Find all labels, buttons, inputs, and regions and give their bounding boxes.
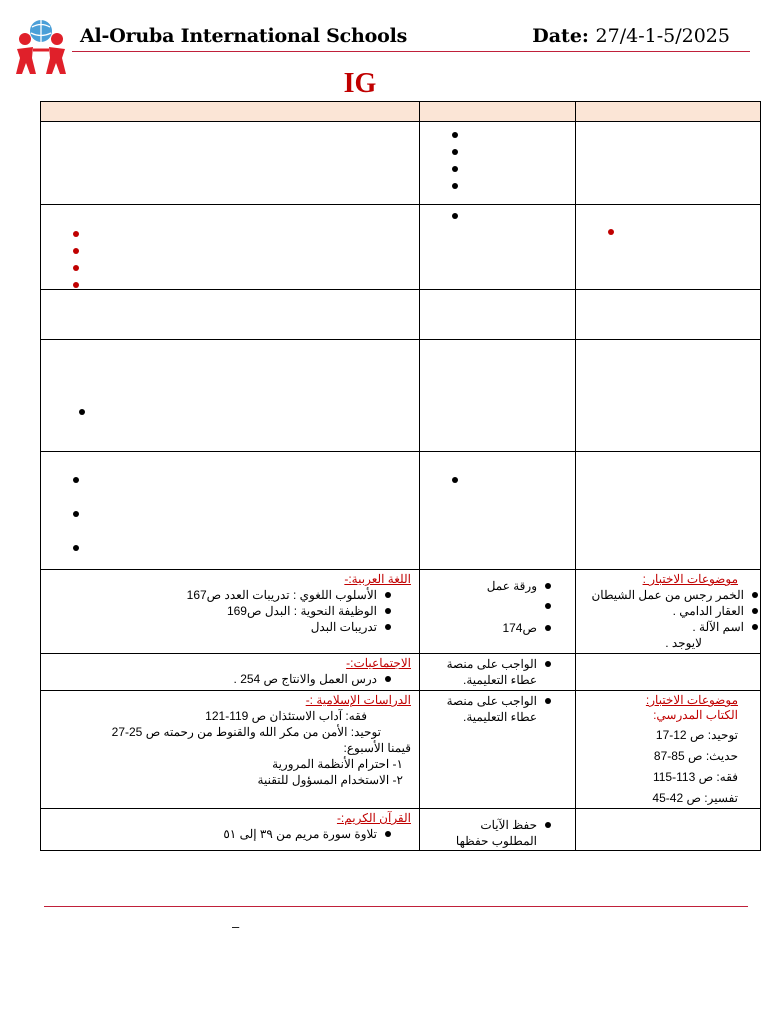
islamic-lessons-cell — [41, 691, 420, 809]
arabic-exam-title: موضوعات الاختبار : — [642, 572, 738, 586]
arabic-exams-cell — [576, 570, 761, 654]
footer-dash: – — [232, 919, 240, 934]
islamic-line: ١- احترام الأنظمة المرورية — [272, 757, 403, 771]
table-row — [41, 205, 761, 290]
quran-exams-cell — [576, 809, 761, 851]
footer-divider — [44, 906, 748, 907]
arabic-exam-extra: لايوجد . — [665, 636, 702, 650]
islamic-homework-list — [428, 693, 555, 725]
arabic-homework-cell — [420, 570, 576, 654]
islamic-line: قيمنا الأسبوع: — [343, 741, 411, 755]
page-title: IG — [343, 68, 377, 99]
school-name: Al-Oruba International Schools — [80, 25, 408, 47]
list-item: حفظ الآيات المطلوب حفظها — [445, 817, 555, 849]
arabic-exam-list — [584, 587, 762, 635]
list-item: تلاوة سورة مريم من ٣٩ إلى ٥١ — [49, 826, 395, 842]
table-row — [41, 340, 761, 452]
exams-cell — [576, 205, 761, 290]
lessons-cell — [41, 290, 420, 340]
date-block — [532, 25, 730, 47]
islamic-exam-line: توحيد: ص 12-17 — [655, 728, 738, 742]
header-cell-exams — [576, 102, 761, 122]
islamic-homework-cell — [420, 691, 576, 809]
social-subject-title: الاجتماعيات:- — [346, 656, 411, 670]
arabic-lessons-cell — [41, 570, 420, 654]
header-cell-lessons — [41, 102, 420, 122]
table-row-quran — [41, 809, 761, 851]
exams-cell — [576, 340, 761, 452]
table-row — [41, 452, 761, 570]
table-row-social — [41, 654, 761, 691]
arabic-homework-list — [428, 578, 555, 636]
list-item: ص174 — [428, 620, 555, 636]
list-item: ورقة عمل — [428, 578, 555, 598]
islamic-line: ٢- الاستخدام المسؤول للتقنية — [257, 773, 403, 787]
list-item: اسم الآلة . — [584, 619, 762, 635]
weekly-plan-table — [40, 101, 761, 851]
exams-cell — [576, 290, 761, 340]
quran-lessons-list — [49, 826, 395, 842]
social-exams-cell — [576, 654, 761, 691]
list-item: الواجب على منصة عطاء التعليمية. — [428, 656, 555, 688]
islamic-exam-title: موضوعات الاختبار: — [645, 693, 738, 707]
arabic-lessons-list — [49, 587, 395, 635]
lessons-cell — [41, 205, 420, 290]
quran-homework-cell — [420, 809, 576, 851]
list-item: الخمر رجس من عمل الشيطان — [584, 587, 762, 603]
list-item: درس العمل والانتاج ص 254 . — [49, 671, 395, 687]
islamic-exams-cell — [576, 691, 761, 809]
table-row-islamic — [41, 691, 761, 809]
homework-cell — [420, 452, 576, 570]
list-item — [428, 598, 555, 620]
quran-subject-title: القرآن الكريم:- — [336, 811, 411, 825]
list-item: تدريبات البدل — [49, 619, 395, 635]
lessons-cell — [41, 340, 420, 452]
social-lessons-list — [49, 671, 395, 687]
islamic-exam-line: حديث: ص 85-87 — [653, 749, 738, 763]
date-value: 27/4-1-5/2025 — [595, 25, 730, 47]
islamic-exam-line: فقه: ص 113-115 — [652, 770, 738, 784]
lessons-cell — [41, 122, 420, 205]
islamic-line: توحيد: الأمن من مكر الله والقنوط من رحمته ص 25-27 — [111, 725, 381, 739]
table-row — [41, 122, 761, 205]
table-row — [41, 290, 761, 340]
homework-cell — [420, 205, 576, 290]
exams-cell — [576, 452, 761, 570]
islamic-exam-subtitle: الكتاب المدرسي: — [653, 708, 738, 722]
social-homework-list — [428, 656, 555, 688]
list-item: الواجب على منصة عطاء التعليمية. — [428, 693, 555, 725]
table-header-row — [41, 102, 761, 122]
islamic-subject-title: الدراسات الإسلامية :- — [305, 693, 411, 707]
social-homework-cell — [420, 654, 576, 691]
exams-cell — [576, 122, 761, 205]
date-label: Date: — [532, 25, 589, 47]
list-item: العقار الدامي . — [584, 603, 762, 619]
islamic-line: فقه: آداب الاستئذان ص 119-121 — [205, 709, 367, 723]
social-lessons-cell — [41, 654, 420, 691]
header-divider — [72, 51, 750, 52]
homework-cell — [420, 122, 576, 205]
quran-lessons-cell — [41, 809, 420, 851]
arabic-subject-title: اللغة العربية:- — [344, 572, 411, 586]
list-item: الوظيفة النحوية : البدل ص169 — [49, 603, 395, 619]
list-item: الأسلوب اللغوي : تدريبات العدد ص167 — [49, 587, 395, 603]
table-row-arabic — [41, 570, 761, 654]
islamic-exam-line: تفسير: ص 42-45 — [652, 791, 738, 805]
header-cell-homework — [420, 102, 576, 122]
quran-homework-list — [445, 817, 555, 849]
homework-cell — [420, 290, 576, 340]
homework-cell — [420, 340, 576, 452]
lessons-cell — [41, 452, 420, 570]
